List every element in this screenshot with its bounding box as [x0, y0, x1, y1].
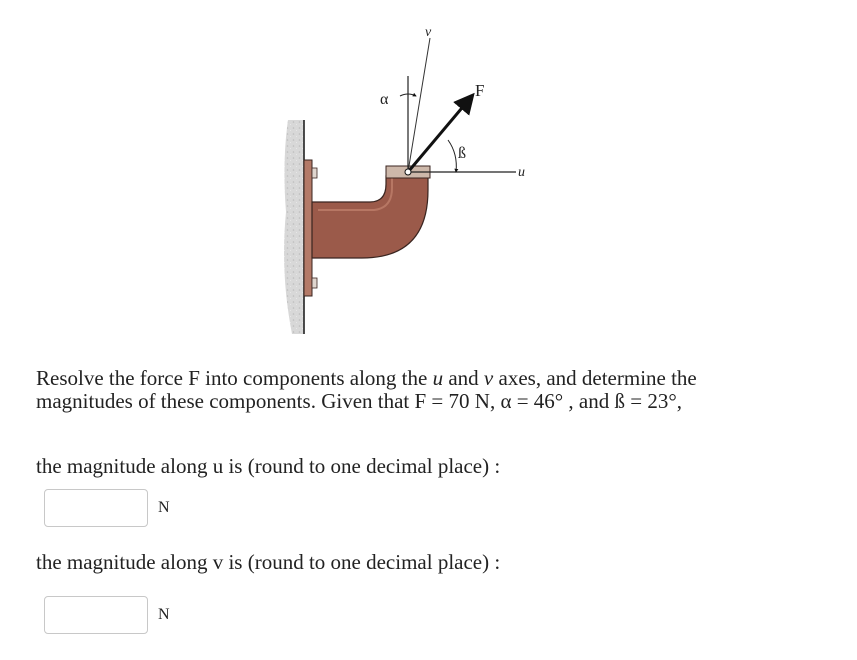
axis-u-symbol: u [432, 366, 444, 390]
question-v-prompt: the magnitude along v is (round to one decimal place) : [36, 550, 501, 574]
force-diagram-svg [262, 12, 562, 342]
bolt-icon [312, 168, 317, 178]
axis-v-symbol: v [483, 366, 494, 390]
wall [284, 120, 304, 334]
problem-text-1: Resolve the force F into components along the [36, 366, 433, 390]
alpha-label: α [380, 91, 389, 108]
answer-row-u [44, 487, 170, 529]
beta-label: ß [458, 145, 466, 162]
answer-row-v [44, 594, 170, 636]
pivot-point [405, 169, 411, 175]
force-label: F [475, 81, 485, 100]
mount-plate [304, 160, 312, 296]
v-axis-label: v [425, 25, 432, 40]
bracket-pipe [312, 176, 428, 258]
question-u-prompt: the magnitude along u is (round to one decimal place) : [36, 454, 501, 478]
problem-statement [36, 367, 796, 413]
u-axis-label: u [518, 165, 525, 180]
problem-text-2: and [443, 366, 484, 390]
problem-text-3: axes, and determine the magnitudes of these components. Given that F = 70 N, α = 46° , and ß = 23°, [36, 366, 697, 413]
answer-input-v[interactable] [44, 596, 148, 634]
answer-input-u[interactable] [44, 489, 148, 527]
bolt-icon [312, 278, 317, 288]
unit-label-u: N [158, 499, 170, 516]
beta-arc [448, 140, 456, 172]
unit-label-v: N [158, 606, 170, 623]
force-diagram [262, 12, 562, 342]
